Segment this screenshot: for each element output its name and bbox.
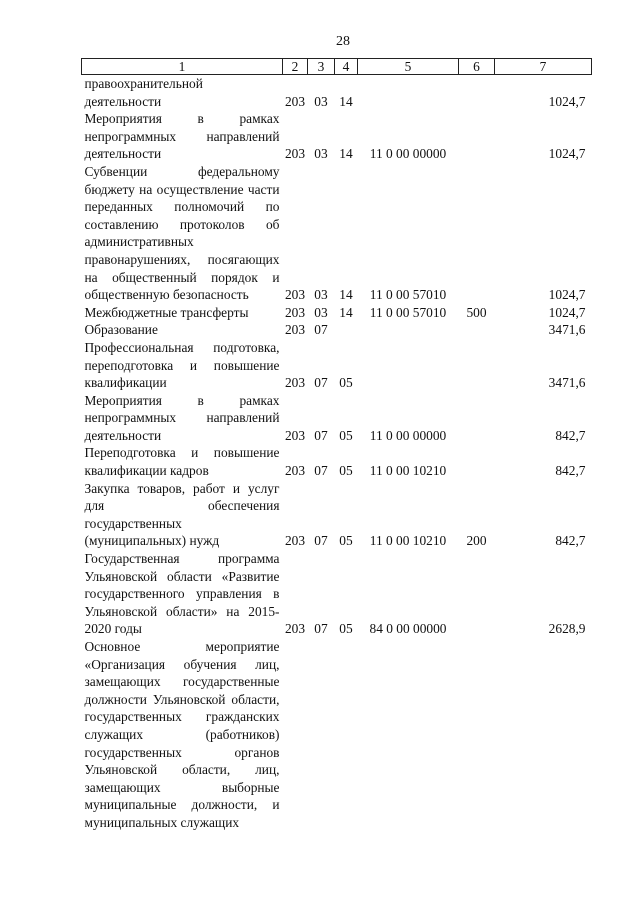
code-cell: 203	[284, 322, 306, 338]
row-name: Мероприятия в рамках непрограммных направлений деятельности	[84, 392, 280, 443]
row-name: Закупка товаров, работ и услуг для обеспечения государственных (муниципальных) нужд	[84, 480, 280, 549]
table-row	[82, 638, 592, 832]
code-cell: 203	[284, 375, 306, 391]
row-name: Мероприятия в рамках непрограммных направлений деятельности	[84, 111, 280, 162]
target-article-cell: 11 0 00 57010	[369, 287, 447, 303]
column-header: 6	[459, 59, 495, 75]
amount-cell: 1024,7	[548, 287, 586, 303]
target-article-cell	[358, 75, 459, 111]
code-cell: 203	[284, 427, 306, 443]
table-header-row	[82, 59, 592, 75]
page-number: 28	[336, 34, 350, 49]
subsection-cell: 05	[339, 463, 353, 479]
table-row	[82, 339, 592, 392]
section-cell: 07	[314, 322, 328, 338]
target-article-cell	[358, 321, 459, 339]
subsection-cell: 14	[339, 146, 353, 162]
subsection-cell: 05	[339, 427, 353, 443]
section-cell: 03	[314, 146, 328, 162]
column-header: 5	[358, 59, 459, 75]
amount-cell: 1024,7	[548, 93, 586, 109]
amount-cell	[495, 638, 592, 832]
row-name: Основное мероприятие «Организация обучения лиц, замещающих государственные должности Ульяновской области, государственных гражданских служащих (работников) государственных органов Ульяновской области, лиц, замещающих выборные муниципальные должности, и муниципальных служащих	[84, 639, 280, 830]
table-row	[82, 392, 592, 445]
subsection-cell	[335, 638, 358, 832]
expense-type-cell: 500	[466, 304, 487, 320]
row-name: правоохранительной деятельности	[84, 76, 203, 109]
target-article-cell: 11 0 00 00000	[369, 146, 447, 162]
amount-cell: 1024,7	[548, 146, 586, 162]
table-row	[82, 110, 592, 163]
subsection-cell: 05	[339, 621, 353, 637]
subsection-cell: 14	[339, 93, 353, 109]
code-cell: 203	[284, 287, 306, 303]
expense-type-cell	[459, 75, 495, 111]
amount-cell: 2628,9	[548, 621, 586, 637]
code-cell: 203	[284, 93, 306, 109]
column-header: 7	[495, 59, 592, 75]
target-article-cell: 11 0 00 00000	[369, 427, 447, 443]
subsection-cell: 05	[339, 375, 353, 391]
table-row	[82, 480, 592, 550]
row-name: Образование	[84, 322, 158, 338]
expense-type-cell	[459, 444, 495, 479]
column-header: 2	[283, 59, 308, 75]
row-name: Межбюджетные трансферты	[84, 304, 249, 320]
subsection-cell: 14	[339, 287, 353, 303]
row-name: Переподготовка и повышение квалификации кадров	[84, 445, 280, 479]
expense-type-cell	[459, 163, 495, 304]
amount-cell: 1024,7	[548, 304, 586, 320]
code-cell: 203	[284, 533, 306, 549]
section-cell: 03	[314, 304, 328, 320]
code-cell: 203	[284, 304, 306, 320]
code-cell	[283, 638, 308, 832]
row-name: Субвенции федеральному бюджету на осуществление части переданных полномочий по составлению протоколов об административных правонарушениях, посягающих на общественный порядок и общественную безопасность	[84, 163, 280, 303]
section-cell: 03	[314, 287, 328, 303]
code-cell: 203	[284, 146, 306, 162]
expense-type-cell	[459, 550, 495, 638]
section-cell: 07	[314, 375, 328, 391]
expense-type-cell: 200	[466, 533, 487, 549]
code-cell: 203	[284, 621, 306, 637]
subsection-cell: 05	[339, 533, 353, 549]
column-header: 4	[335, 59, 358, 75]
target-article-cell: 11 0 00 57010	[369, 304, 447, 320]
subsection-cell	[335, 321, 358, 339]
section-cell: 07	[314, 427, 328, 443]
expense-type-cell	[459, 110, 495, 163]
target-article-cell: 11 0 00 10210	[369, 463, 447, 479]
section-cell: 07	[314, 463, 328, 479]
section-cell: 03	[314, 93, 328, 109]
amount-cell: 3471,6	[548, 375, 586, 391]
table-row	[82, 321, 592, 339]
expense-type-cell	[459, 321, 495, 339]
amount-cell: 3471,6	[548, 322, 586, 338]
expense-type-cell	[459, 638, 495, 832]
subsection-cell: 14	[339, 304, 353, 320]
row-name: Профессиональная подготовка, переподготовка и повышение квалификации	[84, 339, 280, 391]
section-cell: 07	[314, 533, 328, 549]
section-cell	[308, 638, 335, 832]
code-cell: 203	[284, 463, 306, 479]
target-article-cell	[358, 339, 459, 392]
amount-cell: 842,7	[555, 533, 586, 549]
row-name: Государственная программа Ульяновской области «Развитие государственного управления в Ульяновской области» на 2015-2020 годы	[84, 551, 280, 637]
table-row	[82, 75, 592, 111]
target-article-cell: 84 0 00 00000	[369, 621, 447, 637]
table-row	[82, 444, 592, 479]
amount-cell: 842,7	[555, 463, 586, 479]
expense-type-cell	[459, 339, 495, 392]
section-cell: 07	[314, 621, 328, 637]
budget-table	[81, 58, 592, 832]
table-body	[82, 75, 592, 832]
amount-cell: 842,7	[555, 427, 586, 443]
table-row	[82, 304, 592, 322]
target-article-cell	[358, 638, 459, 832]
column-header: 3	[308, 59, 335, 75]
table-row	[82, 550, 592, 638]
column-header: 1	[82, 59, 283, 75]
target-article-cell: 11 0 00 10210	[369, 533, 447, 549]
table-row	[82, 163, 592, 304]
expense-type-cell	[459, 392, 495, 445]
